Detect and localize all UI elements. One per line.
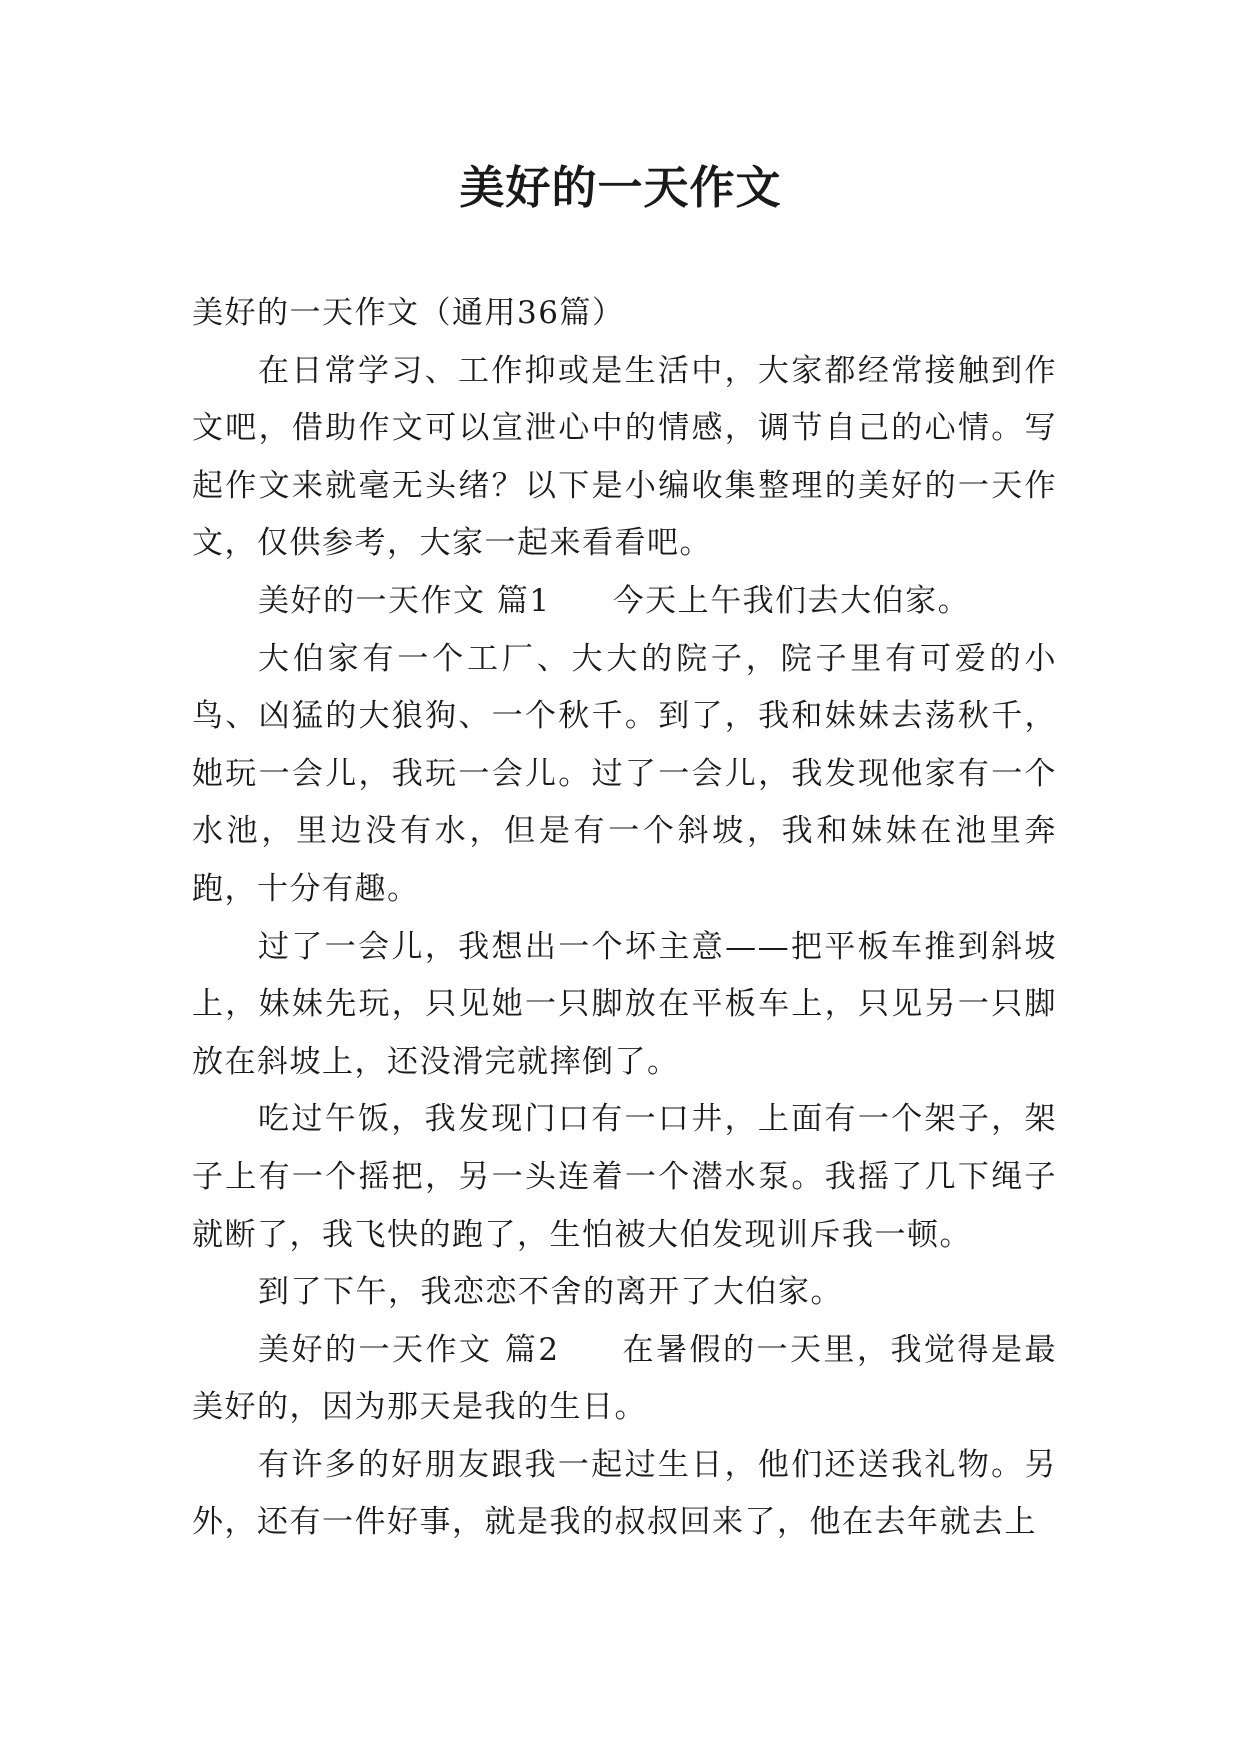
section-1-paragraph: 过了一会儿，我想出一个坏主意——把平板车推到斜坡上，妹妹先玩，只见她一只脚放在平板车上，只见另一只脚放在斜坡上，还没滑完就摔倒了。	[192, 928, 1057, 1080]
section-1-paragraph: 大伯家有一个工厂、大大的院子，院子里有可爱的小鸟、凶猛的大狼狗、一个秋千。到了，我和妹妹去荡秋千，她玩一会儿，我玩一会儿。过了一会儿，我发现他家有一个水池，里边没有水，但是有一个斜坡，我和妹妹在池里奔跑，十分有趣。	[192, 640, 1057, 907]
section-2-heading: 美好的一天作文 篇2	[258, 1331, 560, 1368]
section-1-paragraph: 吃过午饭，我发现门口有一口井，上面有一个架子，架子上有一个摇把，另一头连着一个潜水泵。我摇了几下绳子就断了，我飞快的跑了，生怕被大伯发现训斥我一顿。	[192, 1101, 1057, 1253]
document-body	[192, 285, 1057, 1552]
section-1-heading: 美好的一天作文 篇1	[258, 582, 551, 619]
section-2-lead: 在暑假的一天里，我觉得是最美好的，因为那天是我的生日。	[192, 1331, 1057, 1426]
document-title: 美好的一天作文	[459, 161, 782, 214]
section-1-lead: 今天上午我们去大伯家。	[612, 582, 971, 619]
intro-paragraph: 在日常学习、工作抑或是生活中，大家都经常接触到作文吧，借助作文可以宣泄心中的情感，调节自己的心情。写起作文来就毫无头绪？以下是小编收集整理的美好的一天作文，仅供参考，大家一起来看看吧。	[192, 352, 1057, 562]
document-subtitle: 美好的一天作文（通用36篇）	[192, 295, 625, 331]
section-2-heading-line	[192, 1322, 1057, 1437]
section-2-paragraph: 有许多的好朋友跟我一起过生日，他们还送我礼物。另外，还有一件好事，就是我的叔叔回来了，他在去年就去上	[192, 1446, 1057, 1541]
section-1-paragraph: 到了下午，我恋恋不舍的离开了大伯家。	[258, 1274, 843, 1311]
section-1-heading-line	[192, 573, 1057, 631]
